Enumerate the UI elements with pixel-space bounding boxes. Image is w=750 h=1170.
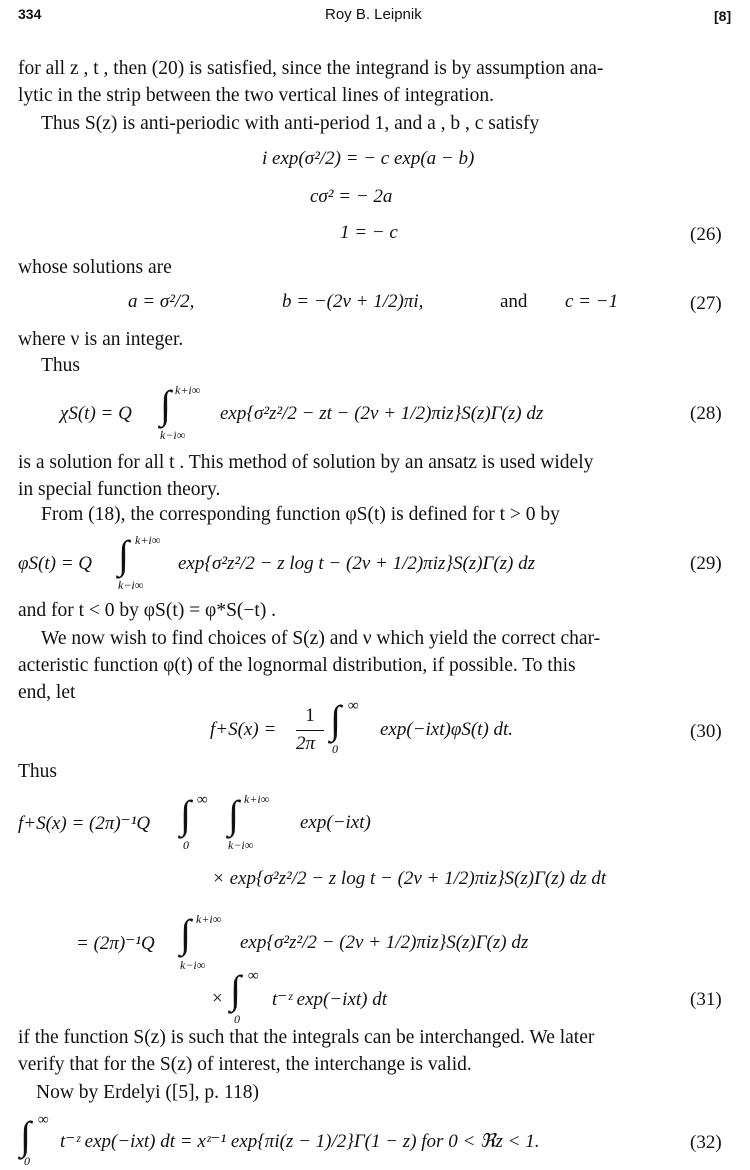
equation-27-a: a = σ²/2, <box>128 291 195 312</box>
text-where: where ν is an integer. <box>18 329 184 350</box>
integral-sign: ∫ <box>20 1113 31 1158</box>
fraction-numerator: 1 <box>305 705 315 726</box>
text-line: We now wish to find choices of S(z) and ν which yield the correct char- <box>41 628 601 649</box>
text-line: for all z , t , then (20) is satisfied, since the integrand is by assumption ana- <box>18 58 604 79</box>
upper-limit: ∞ <box>38 1112 49 1128</box>
equation-number-29: (29) <box>690 553 722 574</box>
lower-limit: k−i∞ <box>118 578 144 592</box>
equation-31-line-4-lhs: × <box>212 988 223 1009</box>
integral-sign: ∫ <box>118 532 129 577</box>
paragraph-3 <box>18 449 744 503</box>
equation-31-line-3-rhs: exp{σ²z²/2 − (2ν + 1/2)πiz}S(z)Γ(z) dz <box>240 932 529 953</box>
equation-31-line-4-rhs: t⁻ᶻ exp(−ixt) dt <box>272 989 388 1010</box>
text-erdelyi: Now by Erdelyi ([5], p. 118) <box>36 1082 259 1103</box>
text-and-for: and for t < 0 by φS(t) = φ*S(−t) . <box>18 600 277 621</box>
equation-26-line-3: 1 = − c <box>340 222 398 243</box>
text-from-18: From (18), the corresponding function φS(t) is defined for t > 0 by <box>41 504 560 525</box>
equation-28-lhs: χS(t) = Q <box>60 403 132 424</box>
equation-31-line-1-rhs: exp(−ixt) <box>300 812 371 833</box>
page-number: 334 <box>18 6 42 22</box>
text-thus-2: Thus <box>18 761 57 782</box>
upper-limit: k+i∞ <box>135 533 161 547</box>
integral-sign: ∫ <box>330 697 341 742</box>
integral-sign: ∫ <box>160 382 171 427</box>
equation-27-c: c = −1 <box>565 291 619 312</box>
equation-26-line-2: cσ² = − 2a <box>310 186 393 207</box>
equation-28-rhs: exp{σ²z²/2 − zt − (2ν + 1/2)πiz}S(z)Γ(z) dz <box>220 403 544 424</box>
lower-limit: k−i∞ <box>180 958 206 972</box>
text-line: if the function S(z) is such that the integrals can be interchanged. We later <box>18 1027 595 1048</box>
text-line: Thus S(z) is anti-periodic with anti-period 1, and a , b , c satisfy <box>41 113 540 134</box>
equation-31-line-1-lhs: f+S(x) = (2π)⁻¹Q <box>18 813 151 834</box>
lower-limit: 0 <box>24 1154 30 1168</box>
integral-sign: ∫ <box>228 792 239 837</box>
text-line: verify that for the S(z) of interest, the interchange is valid. <box>18 1054 472 1075</box>
lower-limit: 0 <box>234 1012 240 1026</box>
upper-limit: k+i∞ <box>244 792 270 806</box>
lower-limit: k−i∞ <box>160 428 186 442</box>
lower-limit: k−i∞ <box>228 838 254 852</box>
running-author: Roy B. Leipnik <box>325 6 422 23</box>
equation-29-lhs: φS(t) = Q <box>18 553 92 574</box>
equation-number-28: (28) <box>690 403 722 424</box>
upper-limit: ∞ <box>197 792 208 808</box>
text-thus-1: Thus <box>41 355 80 376</box>
text-whose: whose solutions are <box>18 257 172 278</box>
integral-sign: ∫ <box>180 792 191 837</box>
upper-limit: ∞ <box>348 698 359 714</box>
lower-limit: 0 <box>183 838 189 852</box>
upper-limit: k+i∞ <box>196 912 222 926</box>
text-line: end, let <box>18 682 76 703</box>
lower-limit: 0 <box>332 742 338 756</box>
fraction-bar <box>296 730 324 731</box>
equation-31-line-2: × exp{σ²z²/2 − z log t − (2ν + 1/2)πiz}S(z)Γ(z) dz dt <box>212 868 607 889</box>
paragraph-6 <box>18 625 744 706</box>
equation-32: t⁻ᶻ exp(−ixt) dt = xᶻ⁻¹ exp{πi(z − 1)/2}Γ(1 − z) for 0 < ℜz < 1. <box>60 1131 540 1152</box>
equation-31-line-3-lhs: = (2π)⁻¹Q <box>76 933 155 954</box>
text-line: in special function theory. <box>18 479 221 500</box>
paragraph-7 <box>18 1024 744 1078</box>
equation-30-rhs: exp(−ixt)φS(t) dt. <box>380 719 514 740</box>
paragraph-2 <box>41 110 539 137</box>
equation-number-31: (31) <box>690 989 722 1010</box>
equation-number-26: (26) <box>690 224 722 245</box>
fraction-denominator: 2π <box>296 733 316 754</box>
section-marker: [8] <box>714 8 732 24</box>
equation-number-30: (30) <box>690 721 722 742</box>
text-line: lytic in the strip between the two vertical lines of integration. <box>18 85 494 106</box>
equation-27-and: and <box>500 291 528 312</box>
equation-26-line-1: i exp(σ²/2) = − c exp(a − b) <box>262 148 475 169</box>
paragraph-1 <box>18 55 744 109</box>
equation-30-lhs: f+S(x) = <box>210 719 277 740</box>
integral-sign: ∫ <box>230 967 241 1012</box>
equation-29-rhs: exp{σ²z²/2 − z log t − (2ν + 1/2)πiz}S(z)Γ(z) dz <box>178 553 536 574</box>
equation-27-b: b = −(2ν + 1/2)πi, <box>282 291 424 312</box>
upper-limit: k+i∞ <box>175 383 201 397</box>
text-line: acteristic function φ(t) of the lognormal distribution, if possible. To this <box>18 655 576 676</box>
equation-number-27: (27) <box>690 293 722 314</box>
upper-limit: ∞ <box>248 968 259 984</box>
integral-sign: ∫ <box>180 911 191 956</box>
text-line: is a solution for all t . This method of solution by an ansatz is used widely <box>18 452 594 473</box>
equation-number-32: (32) <box>690 1132 722 1153</box>
